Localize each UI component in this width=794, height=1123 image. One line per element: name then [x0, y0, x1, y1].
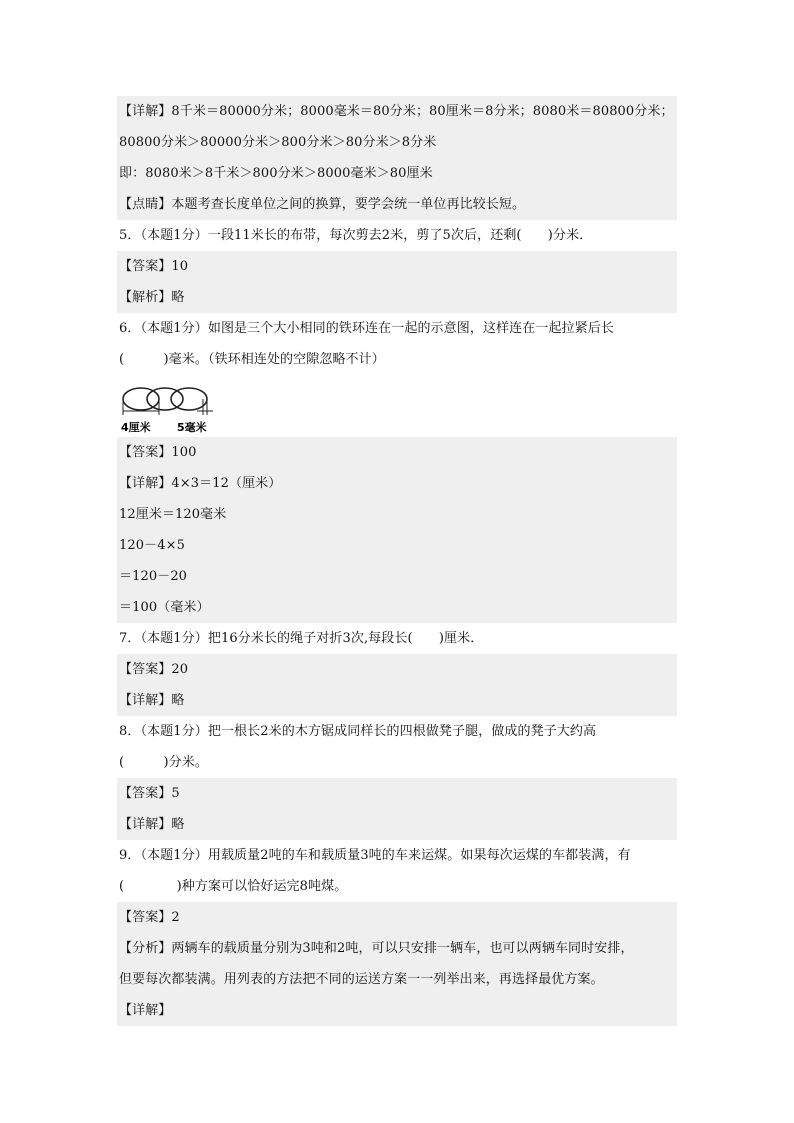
- ring-3: [171, 388, 207, 410]
- text-line: 120－4×5: [117, 530, 677, 561]
- text-line: 【详解】: [117, 995, 677, 1026]
- rings-diagram: [119, 381, 229, 437]
- text-line: 【答案】2: [117, 902, 677, 933]
- text-line: 5．（本题1分）一段11米长的布带，每次剪去2米，剪了5次后，还剩( )分米．: [119, 228, 593, 243]
- text-line: 即：8080米＞8千米＞800分米＞8000毫米＞80厘米: [117, 158, 677, 189]
- text-block-bottom: [117, 437, 677, 1026]
- text-line: 【详解】略: [117, 809, 677, 840]
- text-line: 【答案】10: [117, 251, 677, 282]
- label-4cm: 4厘米: [121, 421, 151, 434]
- text-line: 【详解】略: [117, 685, 677, 716]
- label-5mm: 5毫米: [177, 421, 207, 434]
- text-line: ( )毫米。（铁环相连处的空隙忽略不计）: [119, 352, 385, 367]
- text-line: 【答案】20: [117, 654, 677, 685]
- text-line: 7．（本题1分）把16分米长的绳子对折3次,每段长( )厘米．: [119, 631, 484, 646]
- text-line: ＝100（毫米）: [117, 592, 677, 623]
- text-line: ( )分米。: [119, 755, 208, 770]
- text-line: 但要每次都装满。用列表的方法把不同的运送方案一一列举出来，再选择最优方案。: [117, 964, 677, 995]
- text-line: 6．（本题1分）如图是三个大小相同的铁环连在一起的示意图，这样连在一起拉紧后长: [119, 321, 614, 336]
- text-line: 【答案】5: [117, 778, 677, 809]
- text-line: 【详解】8千米＝80000分米；8000毫米＝80分米；80厘米＝8分米；8080米＝80800分米；: [117, 96, 677, 127]
- text-line: 80800分米＞80000分米＞800分米＞80分米＞8分米: [117, 127, 677, 158]
- text-line: 【详解】4×3＝12（厘米）: [117, 468, 677, 499]
- text-line: 9．（本题1分）用载质量2吨的车和载质量3吨的车来运煤。如果每次运煤的车都装满，有: [119, 848, 631, 863]
- iron-rings-figure: [117, 375, 677, 437]
- text-line: 【解析】略: [117, 282, 677, 313]
- text-line: ( )种方案可以恰好运完8吨煤。: [119, 879, 348, 894]
- text-line: 【点睛】本题考查长度单位之间的换算，要学会统一单位再比较长短。: [117, 189, 677, 220]
- document-page: [117, 96, 677, 1026]
- text-line: 【答案】100: [117, 437, 677, 468]
- text-block-top: [117, 96, 677, 375]
- text-line: ＝120－20: [117, 561, 677, 592]
- text-line: 【分析】两辆车的载质量分别为3吨和2吨，可以只安排一辆车，也可以两辆车同时安排，: [117, 933, 677, 964]
- text-line: 8．（本题1分）把一根长2米的木方锯成同样长的四根做凳子腿，做成的凳子大约高: [119, 724, 597, 739]
- text-line: 12厘米＝120毫米: [117, 499, 677, 530]
